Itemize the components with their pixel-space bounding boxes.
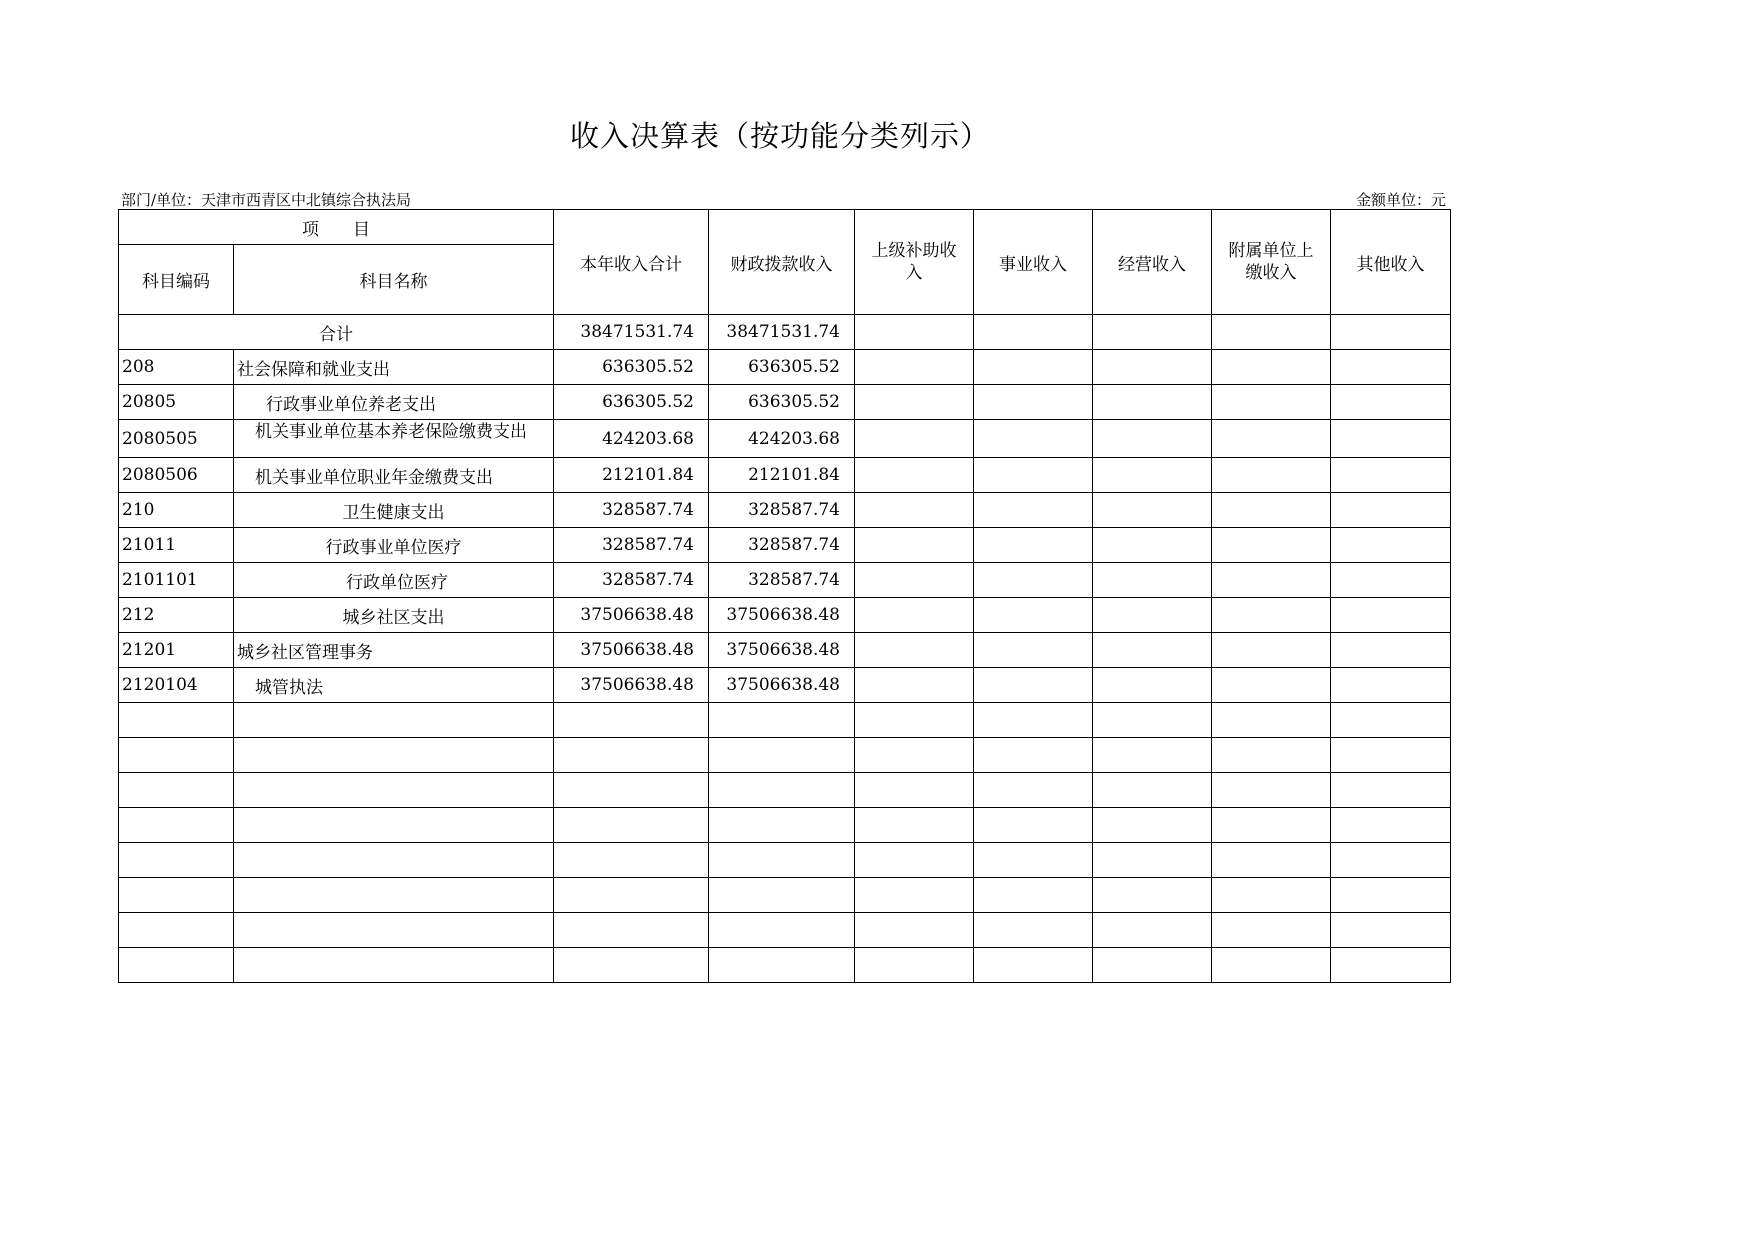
row-total: 328587.74 bbox=[554, 563, 709, 598]
header-operating: 经营收入 bbox=[1093, 210, 1212, 315]
empty-row bbox=[119, 913, 1451, 948]
row-code: 2080506 bbox=[119, 458, 234, 493]
table-row bbox=[119, 350, 1451, 385]
row-code: 210 bbox=[119, 493, 234, 528]
row-total: 37506638.48 bbox=[554, 633, 709, 668]
empty-row bbox=[119, 878, 1451, 913]
row-name: 城乡社区管理事务 bbox=[234, 633, 554, 668]
row-fiscal: 328587.74 bbox=[709, 528, 855, 563]
page-title: 收入决算表（按功能分类列示） bbox=[569, 119, 990, 153]
table-row bbox=[119, 668, 1451, 703]
empty-row bbox=[119, 948, 1451, 983]
currency-unit-label: 金额单位：元 bbox=[1355, 191, 1446, 209]
row-name: 行政单位医疗 bbox=[234, 563, 554, 598]
row-fiscal: 37506638.48 bbox=[709, 668, 855, 703]
row-total: 328587.74 bbox=[554, 493, 709, 528]
header-superior: 上级补助收入 bbox=[855, 210, 974, 315]
row-total: 37506638.48 bbox=[554, 598, 709, 633]
row-code: 2101101 bbox=[119, 563, 234, 598]
sum-total: 38471531.74 bbox=[554, 315, 709, 350]
row-fiscal: 424203.68 bbox=[709, 420, 855, 458]
header-name: 科目名称 bbox=[234, 245, 554, 315]
table-row bbox=[119, 633, 1451, 668]
row-fiscal: 636305.52 bbox=[709, 385, 855, 420]
row-code: 2120104 bbox=[119, 668, 234, 703]
header-business: 事业收入 bbox=[974, 210, 1093, 315]
row-name: 行政事业单位医疗 bbox=[234, 528, 554, 563]
empty-row bbox=[119, 843, 1451, 878]
table-row bbox=[119, 420, 1451, 458]
row-fiscal: 37506638.48 bbox=[709, 598, 855, 633]
header-affiliated: 附属单位上缴收入 bbox=[1212, 210, 1331, 315]
row-name: 卫生健康支出 bbox=[234, 493, 554, 528]
row-name: 城管执法 bbox=[234, 668, 554, 703]
table-row bbox=[119, 563, 1451, 598]
row-fiscal: 212101.84 bbox=[709, 458, 855, 493]
row-total: 424203.68 bbox=[554, 420, 709, 458]
header-item-group: 项 目 bbox=[119, 210, 554, 245]
empty-row bbox=[119, 703, 1451, 738]
empty-row bbox=[119, 738, 1451, 773]
row-name: 城乡社区支出 bbox=[234, 598, 554, 633]
row-name: 社会保障和就业支出 bbox=[234, 350, 554, 385]
sum-fiscal: 38471531.74 bbox=[709, 315, 855, 350]
row-total: 212101.84 bbox=[554, 458, 709, 493]
table-row bbox=[119, 598, 1451, 633]
header-total: 本年收入合计 bbox=[554, 210, 709, 315]
department-label: 部门/单位：天津市西青区中北镇综合执法局 bbox=[121, 191, 412, 209]
sum-row bbox=[119, 315, 1451, 350]
table-row bbox=[119, 385, 1451, 420]
empty-row bbox=[119, 808, 1451, 843]
row-name: 机关事业单位基本养老保险缴费支出 bbox=[234, 420, 554, 458]
row-name: 机关事业单位职业年金缴费支出 bbox=[234, 458, 554, 493]
row-total: 636305.52 bbox=[554, 385, 709, 420]
header-other: 其他收入 bbox=[1331, 210, 1451, 315]
row-total: 328587.74 bbox=[554, 528, 709, 563]
row-code: 2080505 bbox=[119, 420, 234, 458]
row-fiscal: 328587.74 bbox=[709, 563, 855, 598]
row-name: 行政事业单位养老支出 bbox=[234, 385, 554, 420]
row-code: 21011 bbox=[119, 528, 234, 563]
table-row bbox=[119, 493, 1451, 528]
table-row bbox=[119, 528, 1451, 563]
row-fiscal: 636305.52 bbox=[709, 350, 855, 385]
header-fiscal: 财政拨款收入 bbox=[709, 210, 855, 315]
row-total: 636305.52 bbox=[554, 350, 709, 385]
row-code: 208 bbox=[119, 350, 234, 385]
row-fiscal: 328587.74 bbox=[709, 493, 855, 528]
header-code: 科目编码 bbox=[119, 245, 234, 315]
row-code: 212 bbox=[119, 598, 234, 633]
row-code: 21201 bbox=[119, 633, 234, 668]
row-fiscal: 37506638.48 bbox=[709, 633, 855, 668]
header-row-top bbox=[119, 210, 1451, 245]
empty-row bbox=[119, 773, 1451, 808]
table-row bbox=[119, 458, 1451, 493]
sum-label: 合计 bbox=[119, 315, 554, 350]
row-total: 37506638.48 bbox=[554, 668, 709, 703]
income-table bbox=[118, 209, 1451, 983]
row-code: 20805 bbox=[119, 385, 234, 420]
